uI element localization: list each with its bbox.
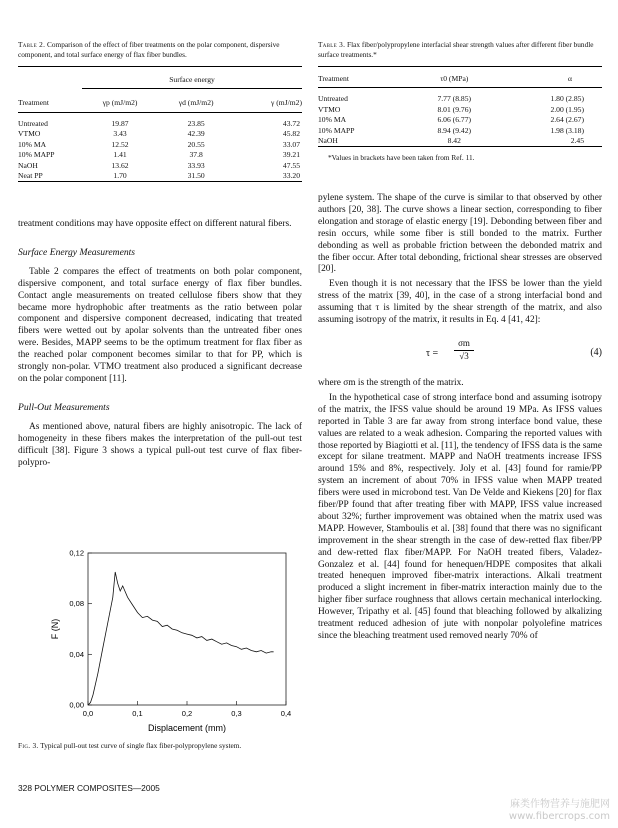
table2-group-header: Surface energy — [82, 75, 302, 89]
x-tick-label: 0,2 — [181, 709, 193, 718]
equation-number: (4) — [590, 346, 602, 358]
table-row — [18, 160, 302, 171]
equation-numerator: σm — [454, 338, 474, 351]
table-cell: 10% MA — [18, 139, 47, 149]
figure3-chart — [18, 545, 302, 735]
table-cell: 43.72 — [282, 118, 300, 128]
table-row — [18, 129, 302, 140]
table3-caption — [318, 40, 602, 60]
table-cell: 1.41 — [113, 150, 127, 160]
equation-lhs: τ = — [426, 347, 439, 359]
table-row — [18, 118, 302, 129]
table-cell: 20.55 — [187, 139, 205, 149]
table-cell: VTMO — [318, 104, 341, 114]
x-tick-label: 0,0 — [82, 709, 94, 718]
table2-col-polar: γp (mJ/m2) — [102, 98, 138, 107]
chart-plot-frame — [88, 553, 286, 705]
table3-footnote: *Values in brackets have been taken from Ref. 11. — [328, 152, 475, 162]
table-cell: 1.98 (3.18) — [550, 125, 584, 135]
table-row — [318, 94, 602, 105]
paragraph: Even though it is not necessary that the IFSS be lower than the yield stress of the matrix [39, 40], in the case of a strong interfacial bond and assuming that τ is limited by the shear strength of the matrix, and also assuming isotropy of the matrix, it results in Eq. 4 [41, 42]: — [318, 279, 602, 326]
table3-caption-text: Flax fiber/polypropylene interfacial shear strength values after different fiber bundle surface treatments.* — [318, 40, 594, 59]
table3 — [318, 40, 602, 163]
x-axis-label: Displacement (mm) — [147, 723, 227, 733]
watermark — [509, 799, 610, 823]
equation-denominator: √3 — [459, 350, 469, 361]
table2-caption-text: Comparison of the effect of fiber treatments on the polar component, dispersive component, and total surface energy of flax fiber bundles. — [18, 40, 280, 59]
table-cell: 2.64 (2.67) — [550, 115, 584, 125]
table-cell: 33.20 — [282, 171, 300, 180]
table-cell: 8.01 (9.76) — [437, 104, 472, 114]
y-tick-label: 0,12 — [69, 548, 84, 558]
table-row — [18, 139, 302, 150]
table-cell: NaOH — [18, 160, 38, 170]
paragraph: As mentioned above, natural fibers are highly anisotropic. The lack of homogeneity in these fibers makes the interpretation of the pull-out test difficult [38]. Figure 3 shows a typical pull-out test curve of flax fiber-polypro- — [18, 421, 302, 468]
paragraph: Table 2 compares the effect of treatments on both polar component, dispersive component, and total surface energy of flax fiber bundles. Contact angle measurements on treated cellulose fibers show that they became more hydrophobic after treatments as the ratio between polar component and dispersive component decreased, indicating that treated fibers were wetted out by apolar solvents than the untreated fiber ones were. Besides, MAPP seems to be the optimum treatment for flax fiber as the reached polar component becomes similar to that for PP, which is strongly non-polar. VTMO treatment also produced a significant decrease on the polar component [11]. — [18, 266, 302, 384]
table-row — [18, 171, 302, 182]
table-cell: 10% MA — [318, 115, 347, 125]
table3-label: Table 3. — [318, 40, 346, 49]
table-cell: 13.62 — [111, 160, 129, 170]
right-column — [318, 193, 602, 646]
table3-col-tau: τ0 (MPa) — [440, 74, 469, 84]
table2 — [18, 40, 302, 184]
table-cell: 12.52 — [111, 139, 129, 149]
table-row — [18, 150, 302, 161]
table3-grid — [318, 71, 602, 153]
table-cell: 3.43 — [113, 129, 127, 139]
table-cell: 42.39 — [187, 129, 205, 139]
watermark-title: 麻类作物营养与施肥网 — [510, 799, 610, 810]
table-cell: 7.77 (8.85) — [437, 94, 472, 104]
table-cell: 6.06 (6.77) — [437, 115, 472, 125]
table-cell: 45.82 — [282, 129, 300, 139]
table-cell: Untreated — [18, 118, 48, 128]
table-cell: 8.94 (9.42) — [437, 125, 472, 135]
table-cell: Neat PP — [18, 171, 43, 180]
paragraph: where σm is the strength of the matrix. — [318, 377, 464, 388]
table-row — [318, 104, 602, 115]
figure3-caption — [18, 741, 302, 751]
table-cell: NaOH — [318, 136, 338, 145]
section-heading-surface-energy: Surface Energy Measurements — [18, 246, 136, 258]
y-tick-label: 0,00 — [69, 700, 84, 710]
table2-grid — [18, 75, 302, 184]
table2-body — [18, 118, 302, 181]
equation-4 — [318, 330, 602, 378]
table2-col-total: γ (mJ/m2) — [271, 98, 302, 107]
left-column — [18, 219, 302, 472]
paragraph: treatment conditions may have opposite effect on different natural fibers. — [18, 219, 292, 229]
section-heading-pull-out: Pull-Out Measurements — [18, 401, 110, 413]
table-cell: 37.8 — [189, 150, 203, 160]
table-cell: Untreated — [318, 94, 348, 104]
x-tick-label: 0,4 — [280, 709, 292, 718]
table2-caption — [18, 40, 302, 60]
figure3-caption-text: Typical pull-out test curve of single flax fiber-polypropylene system. — [40, 741, 242, 750]
watermark-url: www.fibercrops.com — [508, 811, 610, 822]
table-cell: 10% MAPP — [318, 125, 355, 135]
paragraph: In the hypothetical case of strong interface bond and assuming isotropy of the matrix, the IFSS value should be around 19 MPa. As IFSS values reported in Table 3 are far away from strong interface bond value, these values are related to a weak adhesion. Comparing the reported values with those reported by Biagiotti et al. [11], the tendency of IFSS data is the same except for silane treatment. MAPP and NaOH treatments increase IFSS around 15% and 8%, respectively. Joly et al. [43] found for ramie/PP system an increment of about 70% in IFSS value when MAPP treated fibers were used in microbond test. Van De Velde and Kiekens [20] for flax fiber/PP found that after treating fiber with MAPP, IFSS value increased about 32%; further improvement was obtained when the matrix used was MAPP. However, Stamboulis et al. [38] found that there was no significant improvement in the shear strength in the case of dew-retted flax fiber/PP and dew-retted flax fiber/MAPP. For NaOH treated fibers, Valadez-Gonzalez et al. [44] found for henequen/HDPE composites that alkali treated henequen improved fiber-matrix interactions. Alkali treatment produced a slight increment in fiber-matrix interaction mainly due to the higher fiber surface roughness that allows certain mechanical interlocking. However, Tripathy et al. [45] found that bleaching followed by alkalizing treatment reduced adhesion of jute with nonpolar polyolefine matrices since the bleaching treatment used removed nearly 70% of — [318, 392, 602, 641]
table-cell: 33.93 — [187, 160, 205, 170]
table-cell: 2.00 (1.95) — [550, 104, 584, 114]
page-footer: 328 POLYMER COMPOSITES—2005 — [18, 783, 160, 793]
table-row — [318, 115, 602, 126]
series-line — [88, 572, 274, 705]
table-cell: 1.80 (2.85) — [550, 94, 584, 104]
table3-col-alpha: α — [568, 74, 572, 84]
x-tick-label: 0,1 — [132, 709, 143, 718]
table-cell: 31.50 — [187, 171, 205, 180]
table-cell: 1.70 — [113, 171, 127, 180]
paragraph: pylene system. The shape of the curve is similar to that observed by other authors [20, 38]. The curve shows a linear section, corresponding to fiber elongation and storage of elastic energy [19]. Debonding between fiber and resin occurs, while some fiber is still bonded to the matrix. Further debonding as well as probable friction between the debonded matrix and the fiber occur. After total debonding, frictional shear stresses are observed [20]. — [318, 193, 602, 275]
table-cell: 23.85 — [187, 118, 205, 128]
table-cell: 39.21 — [282, 150, 300, 160]
y-tick-label: 0,08 — [69, 599, 84, 609]
table2-label: Table 2. — [18, 40, 46, 49]
table-row — [318, 136, 602, 147]
table-cell: 33.07 — [282, 139, 300, 149]
y-axis-label: F (N) — [50, 618, 60, 640]
table2-col-treatment: Treatment — [18, 98, 49, 107]
table-rule — [318, 66, 602, 67]
table-cell: 19.87 — [111, 118, 129, 128]
y-tick-label: 0,04 — [69, 649, 84, 659]
table-rule — [18, 66, 302, 67]
table-cell: 8.42 — [447, 136, 461, 145]
x-tick-label: 0,3 — [231, 709, 242, 718]
table-row — [318, 125, 602, 136]
table-cell: VTMO — [18, 129, 41, 139]
table-cell: 47.55 — [282, 160, 300, 170]
table-cell: 10% MAPP — [18, 150, 55, 160]
table2-col-dispersive: γd (mJ/m2) — [178, 98, 214, 107]
table3-col-treatment: Treatment — [318, 74, 349, 84]
figure3-label: Fig. 3. — [18, 741, 39, 750]
table3-body — [318, 94, 602, 147]
table-cell: 2.45 — [570, 136, 584, 145]
